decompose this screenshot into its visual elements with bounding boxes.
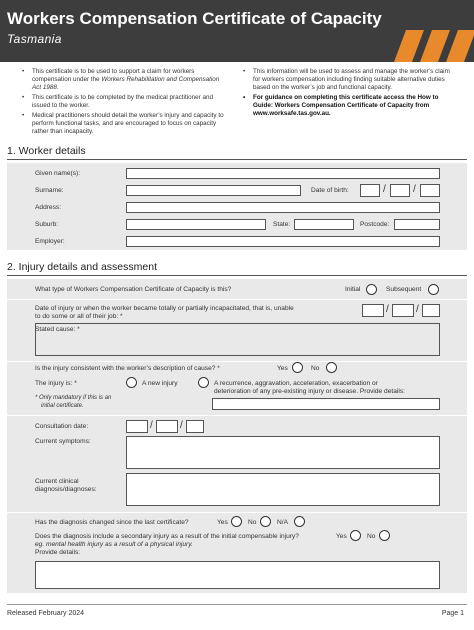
postcode-label: Postcode: <box>360 221 390 228</box>
injury-year-field[interactable] <box>422 304 440 317</box>
release-date: Released February 2024 <box>7 610 85 617</box>
recurrence-label-2: deterioration of any pre-existing injury or disease. Provide details: <box>214 388 405 395</box>
section-2-title: 2. Injury details and assessment <box>7 261 157 273</box>
intro-bullet-guidance: • For guidance on completing this certificate access the How to Guide: Workers Compensation Certificate of Capacity from www.worksafe.tas.gov.au. <box>243 94 453 118</box>
intro-bullet: • This certificate is to be completed by the medical practitioner and issued to the worker. <box>22 94 227 110</box>
initial-label: Initial <box>345 286 361 293</box>
given-names-field[interactable] <box>126 168 440 179</box>
secondary-yes-radio[interactable] <box>350 530 361 541</box>
injury-is-label: The injury is: * <box>35 380 77 387</box>
surname-label: Surname: <box>35 187 64 194</box>
injury-day-field[interactable] <box>362 304 384 317</box>
mandatory-note-2: initial certificate. <box>41 403 84 409</box>
dob-day-field[interactable] <box>360 184 380 197</box>
na-label: N/A <box>277 519 288 526</box>
recurrence-radio[interactable] <box>198 377 209 388</box>
consistent-yes-radio[interactable] <box>292 362 303 373</box>
cert-type-question: What type of Workers Compensation Certificate of Capacity is this? <box>35 286 232 293</box>
address-field[interactable] <box>126 202 440 213</box>
symptoms-label: Current symptoms: <box>35 438 91 445</box>
intro-right-list <box>243 68 453 120</box>
postcode-field[interactable] <box>394 219 440 230</box>
date-separator: / <box>416 304 419 315</box>
section-1-title: 1. Worker details <box>7 145 86 157</box>
page-number: Page 1 <box>441 610 464 617</box>
suburb-label: Suburb: <box>35 221 59 228</box>
injury-month-field[interactable] <box>392 304 414 317</box>
row-divider <box>7 361 467 362</box>
intro-bullet: • Medical practitioners should detail the worker’s injury and capacity to perform functional tasks, and are encouraged to focus on capacity rather than incapacity. <box>22 112 227 136</box>
secondary-question: Does the diagnosis include a secondary injury as a result of the initial compensable injury? <box>35 533 299 540</box>
date-separator: / <box>413 184 416 195</box>
no-label: No <box>248 519 257 526</box>
surname-field[interactable] <box>126 185 301 196</box>
date-separator: / <box>180 420 183 431</box>
date-separator: / <box>383 184 386 195</box>
stated-cause-field[interactable] <box>35 323 440 356</box>
dob-year-field[interactable] <box>420 184 440 197</box>
intro-bullet: • This certificate is to be used to support a claim for workers compensation under the Workers Rehabilitation and Compensation Act 1988. <box>22 68 227 92</box>
subsequent-radio[interactable] <box>428 284 439 295</box>
row-divider <box>7 415 467 416</box>
consultation-day-field[interactable] <box>126 420 148 433</box>
header-banner <box>0 0 474 62</box>
new-injury-radio[interactable] <box>126 377 137 388</box>
diagnosis-field[interactable] <box>126 473 440 506</box>
injury-date-question-2: to do some or all of their job: * <box>35 313 123 320</box>
section-divider <box>7 159 467 160</box>
consultation-date-label: Consultation date: <box>35 423 89 430</box>
consultation-month-field[interactable] <box>156 420 178 433</box>
consistent-question: Is the injury consistent with the worker’s description of cause? * <box>35 365 220 372</box>
date-separator: / <box>386 304 389 315</box>
given-names-label: Given name(s): <box>35 170 81 177</box>
document-subtitle: Tasmania <box>7 32 62 46</box>
initial-radio[interactable] <box>366 284 377 295</box>
address-label: Address: <box>35 204 62 211</box>
intro-bullet: • This information will be used to assess and manage the worker’s claim for workers compensation including finding suitable alternative duties based on the worker’s job and functional capacity. <box>243 68 453 92</box>
clinical-label-2: diagnosis/diagnoses: <box>35 486 97 493</box>
section-divider <box>7 275 467 276</box>
secondary-details-field[interactable] <box>35 561 440 589</box>
yes-label: Yes <box>217 519 228 526</box>
consistent-no-radio[interactable] <box>326 362 337 373</box>
diag-changed-yes-radio[interactable] <box>231 516 242 527</box>
employer-field[interactable] <box>126 236 440 247</box>
consultation-year-field[interactable] <box>186 420 204 433</box>
diag-changed-na-radio[interactable] <box>294 516 305 527</box>
state-label: State: <box>273 221 291 228</box>
recurrence-details-field[interactable] <box>212 398 440 410</box>
stripes-graphic <box>384 30 474 62</box>
clinical-label-1: Current clinical <box>35 478 79 485</box>
suburb-field[interactable] <box>126 219 266 230</box>
row-divider <box>7 512 467 513</box>
date-separator: / <box>150 420 153 431</box>
injury-date-question-1: Date of injury or when the worker became totally or partially incapacitated, that is, unable <box>35 305 294 312</box>
no-label: No <box>367 533 376 540</box>
diag-changed-question: Has the diagnosis changed since the last certificate? <box>35 519 189 526</box>
secondary-example: eg. mental health injury as a result of a physical injury. <box>35 541 193 548</box>
state-field[interactable] <box>294 219 354 230</box>
secondary-no-radio[interactable] <box>379 530 390 541</box>
intro-left-list <box>22 68 227 138</box>
stated-cause-label: Stated cause: * <box>35 326 80 333</box>
subsequent-label: Subsequent <box>386 286 422 293</box>
new-injury-label: A new injury <box>142 380 178 387</box>
employer-label: Employer: <box>35 238 65 245</box>
yes-label: Yes <box>277 365 288 372</box>
document-title: Workers Compensation Certificate of Capacity <box>7 9 382 28</box>
dob-month-field[interactable] <box>390 184 410 197</box>
provide-details-label: Provide details: <box>35 549 81 556</box>
recurrence-label-1: A recurrence, aggravation, acceleration, exacerbation or <box>214 380 378 387</box>
yes-label: Yes <box>336 533 347 540</box>
footer-divider <box>7 604 467 605</box>
row-divider <box>7 299 467 300</box>
no-label: No <box>311 365 320 372</box>
dob-label: Date of birth: <box>311 187 349 194</box>
mandatory-note-1: * Only mandatory if this is an <box>35 395 112 401</box>
diag-changed-no-radio[interactable] <box>260 516 271 527</box>
symptoms-field[interactable] <box>126 436 440 469</box>
